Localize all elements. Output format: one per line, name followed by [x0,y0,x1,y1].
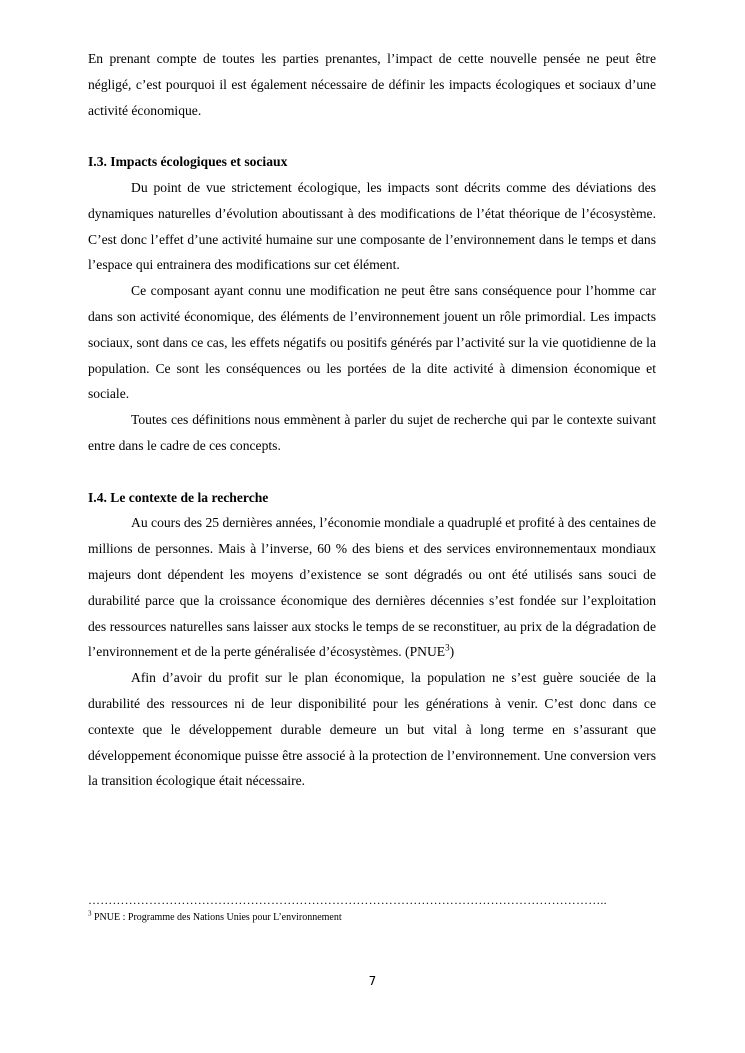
footnote-number: 3 [88,909,92,918]
page-number: 7 [368,974,377,988]
footnote-separator: ……………………………………………………………………………………………………………….. [88,893,607,907]
section-heading-impacts: I.3. Impacts écologiques et sociaux [88,154,288,170]
section-heading-context: I.4. Le contexte de la recherche [88,489,269,505]
spacer [88,459,656,485]
paragraph-social-impacts: Ce composant ayant connu une modification ne peut être sans conséquence pour l’homme car dans son activité économique, des éléments de l’environnement jouent un rôle primordial. Les impacts sociaux, sont dans ce cas, les effets négatifs ou positifs générés par l’activité sur la vie quotidienne de la population. Ce sont les conséquences ou les portées de la dite activité à dimension économique et sociale. [88,283,656,402]
paragraph-global-economy-text: Au cours des 25 dernières années, l’économie mondiale a quadruplé et profité à des centaines de millions de personnes. Mais à l’inverse, 60 % des biens et des services environnementaux mondiaux majeurs dont dépendent les moyens d’existence se sont dégradés ou ont été utilisés sans souci de durabilité parce que la croissance économique des dernières décennies s’est fondée sur l’exploitation des ressources naturelles sans laisser aux stocks le temps de se reconstituer, au prix de la dégradation de l’environnement et de la perte généralisée d’écosystèmes. (PNUE [88,515,656,660]
spacer [88,123,656,149]
paragraph-ecological-impacts: Du point de vue strictement écologique, les impacts sont décrits comme des déviations des dynamiques naturelles d’évolution aboutissant à des modifications de l’état théorique de l’écosystème. C’est donc l’effet d’une activité humaine sur une composante de l’environnement dans le temps et dans l’espace qui entrainera des modifications sur cet élément. [88,179,656,273]
paragraph-sustainable-development: Afin d’avoir du profit sur le plan économique, la population ne s’est guère souciée de la durabilité des ressources ni de leur disponibilité pour les générations à venir. C’est donc dans ce contexte que le développement durable demeure un but vital à long terme en s’assurant que développement économique puisse être associé à la protection de l’environnement. Une conversion vers la transition écologique était nécessaire. [88,670,656,789]
intro-paragraph: En prenant compte de toutes les parties prenantes, l’impact de cette nouvelle pensée ne peut être négligé, c’est pourquoi il est également nécessaire de définir les impacts écologiques et sociaux d’une activité économique. [88,51,656,118]
footnote-area [88,893,648,924]
document-body [88,46,656,794]
paragraph-global-economy-end: ) [449,644,455,660]
paragraph-transition: Toutes ces définitions nous emmènent à parler du sujet de recherche qui par le contexte suivant entre dans le cadre de ces concepts. [88,412,656,453]
footnote-text: PNUE : Programme des Nations Unies pour L’environnement [91,912,342,923]
footnote [88,911,648,924]
footnote-reference[interactable]: 3 [445,642,450,653]
paragraph-global-economy [88,510,656,665]
